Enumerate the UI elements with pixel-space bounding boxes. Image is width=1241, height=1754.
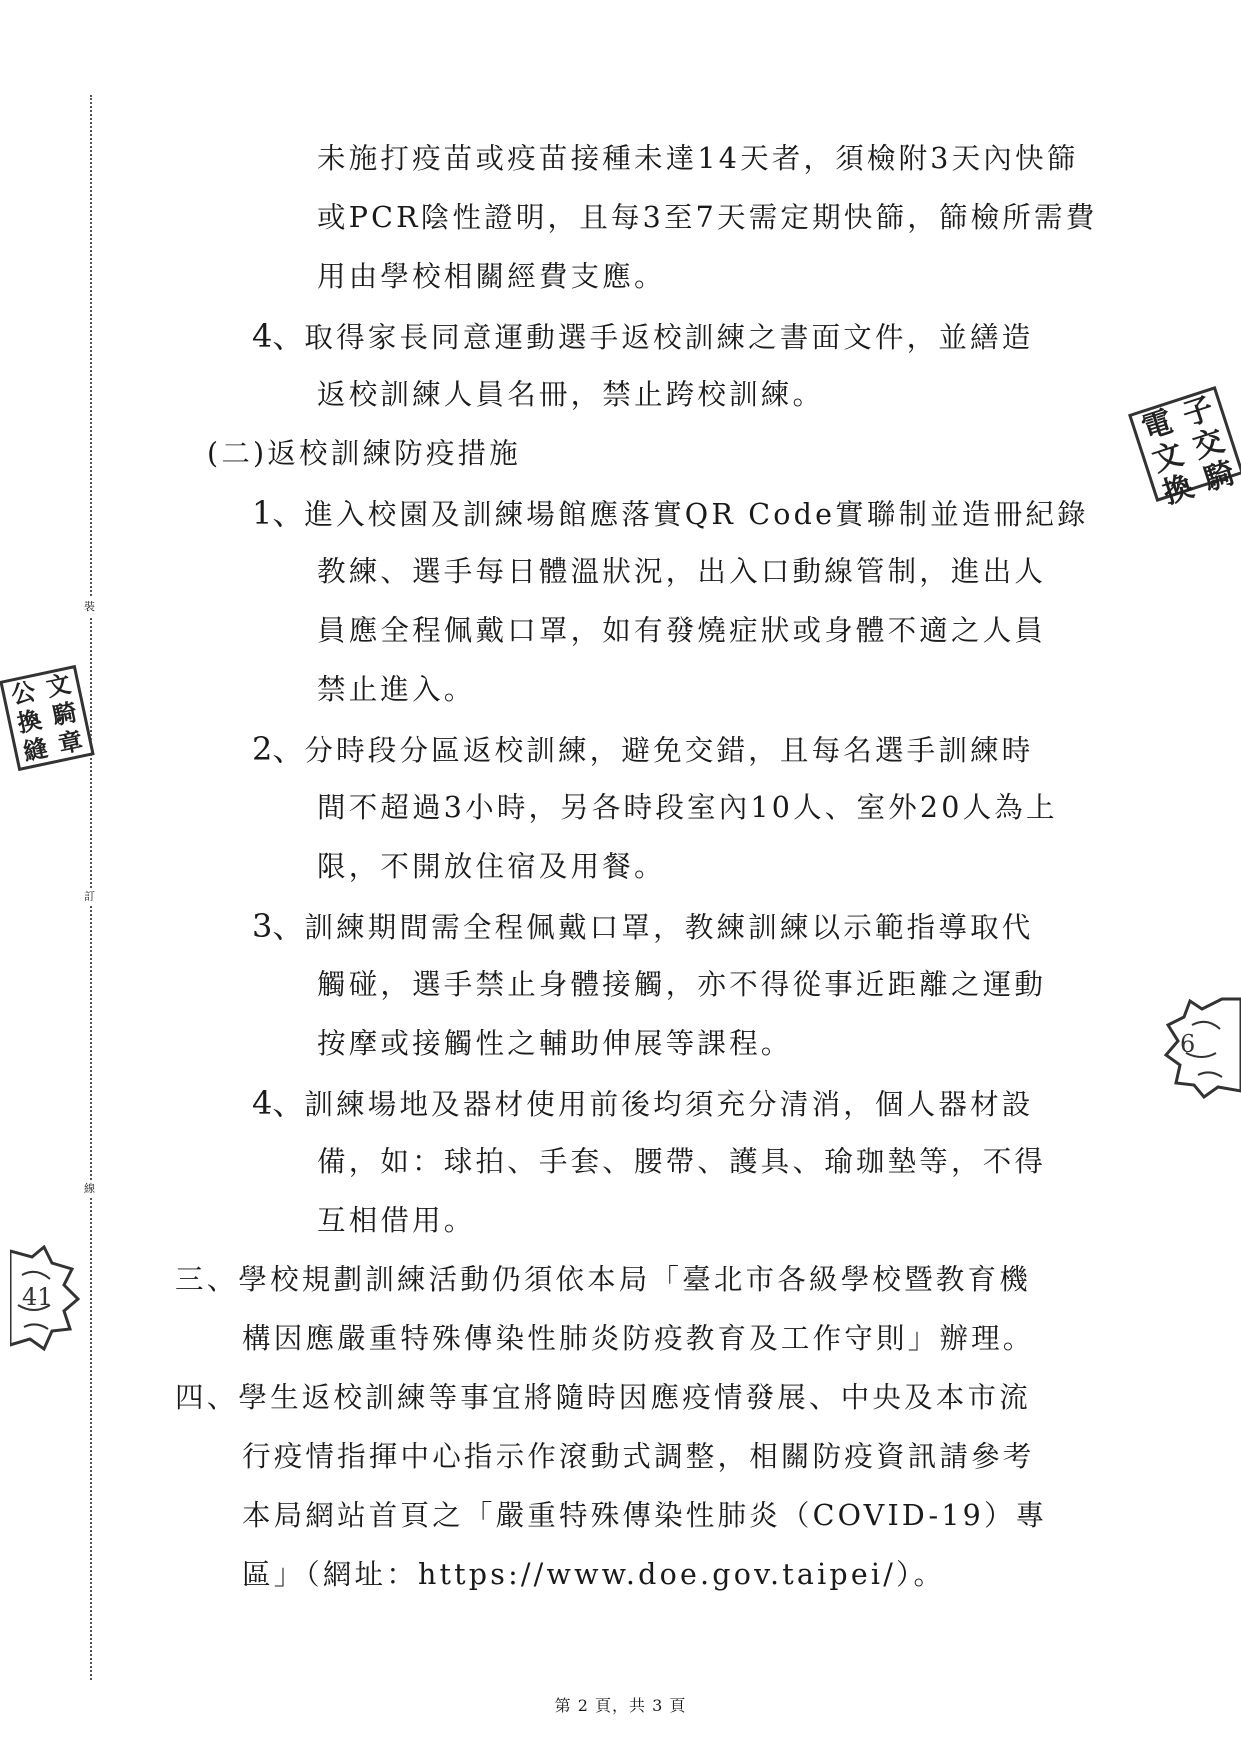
electronic-exchange-stamp: 電 子 文 交 換 騎 xyxy=(1128,386,1241,502)
paragraph-three-line: 三、學校規劃訓練活動仍須依本局「臺北市各級學校暨教育機 xyxy=(175,1263,1031,1296)
seal-number-left: 41 xyxy=(22,1283,53,1311)
list-item-line xyxy=(252,729,1033,771)
section-heading: (二)返校訓練防疫措施 xyxy=(207,437,521,470)
list-item-line xyxy=(252,493,1089,535)
item-marker: 1、 xyxy=(252,494,305,532)
paragraph-three-line: 構因應嚴重特殊傳染性肺炎防疫教育及工作守則」辦理。 xyxy=(242,1322,1035,1355)
paragraph-four-line: 行疫情指揮中心指示作滾動式調整，相關防疫資訊請參考 xyxy=(242,1440,1035,1473)
list-item-line xyxy=(252,316,1033,358)
binding-mark-ding: 訂 xyxy=(84,888,95,906)
binding-mark-xian: 線 xyxy=(84,1180,95,1198)
seal-number-right: 6 xyxy=(1180,1030,1196,1058)
body-line: 備，如：球拍、手套、腰帶、護具、瑜珈墊等，不得 xyxy=(317,1145,1047,1178)
body-line: 觸碰，選手禁止身體接觸，亦不得從事近距離之運動 xyxy=(317,968,1047,1001)
binding-mark-zhuang: 裝 xyxy=(84,598,95,616)
item-text: 分時段分區返校訓練，避免交錯，且每名選手訓練時 xyxy=(304,734,1034,767)
page-footer: 第 2 頁，共 3 頁 xyxy=(554,1696,687,1715)
body-line: 禁止進入。 xyxy=(317,673,476,706)
perforation-seal-right xyxy=(1162,995,1241,1100)
item-text: 訓練場地及器材使用前後均須充分清消，個人器材設 xyxy=(304,1088,1034,1121)
body-line: 教練、選手每日體溫狀況，出入口動線管制，進出人 xyxy=(317,555,1047,588)
body-line: 未施打疫苗或疫苗接種未達14天者，須檢附3天內快篩 xyxy=(317,142,1079,175)
body-line: 員應全程佩戴口罩，如有發燒症狀或身體不適之人員 xyxy=(317,614,1047,647)
item-marker: 3、 xyxy=(252,907,305,945)
body-line: 限，不開放住宿及用餐。 xyxy=(317,850,666,883)
seam-stamp: 公 文 換 騎 縫 章 xyxy=(0,665,95,771)
body-line: 或PCR陰性證明，且每3至7天需定期快篩，篩檢所需費 xyxy=(317,201,1098,234)
list-item-line xyxy=(252,906,1033,948)
paragraph-four-line: 本局網站首頁之「嚴重特殊傳染性肺炎（COVID-19）專 xyxy=(242,1499,1048,1532)
item-marker: 2、 xyxy=(252,730,305,768)
list-item-line xyxy=(252,1083,1033,1125)
item-text: 進入校園及訓練場館應落實QR Code實聯制並造冊紀錄 xyxy=(304,498,1089,531)
body-line: 按摩或接觸性之輔助伸展等課程。 xyxy=(317,1027,793,1060)
item-text: 取得家長同意運動選手返校訓練之書面文件，並繕造 xyxy=(304,321,1034,354)
item-marker: 4、 xyxy=(252,1084,305,1122)
paragraph-four-line: 區」（網址：https://www.doe.gov.taipei/）。 xyxy=(242,1558,946,1591)
item-text: 訓練期間需全程佩戴口罩，教練訓練以示範指導取代 xyxy=(304,911,1034,944)
body-line: 用由學校相關經費支應。 xyxy=(317,260,666,293)
body-line: 互相借用。 xyxy=(317,1204,476,1237)
body-line: 返校訓練人員名冊，禁止跨校訓練。 xyxy=(317,378,825,411)
item-marker: 4、 xyxy=(252,317,305,355)
paragraph-four-line: 四、學生返校訓練等事宜將隨時因應疫情發展、中央及本市流 xyxy=(175,1381,1031,1414)
body-line: 間不超過3小時，另各時段室內10人、室外20人為上 xyxy=(317,791,1058,824)
